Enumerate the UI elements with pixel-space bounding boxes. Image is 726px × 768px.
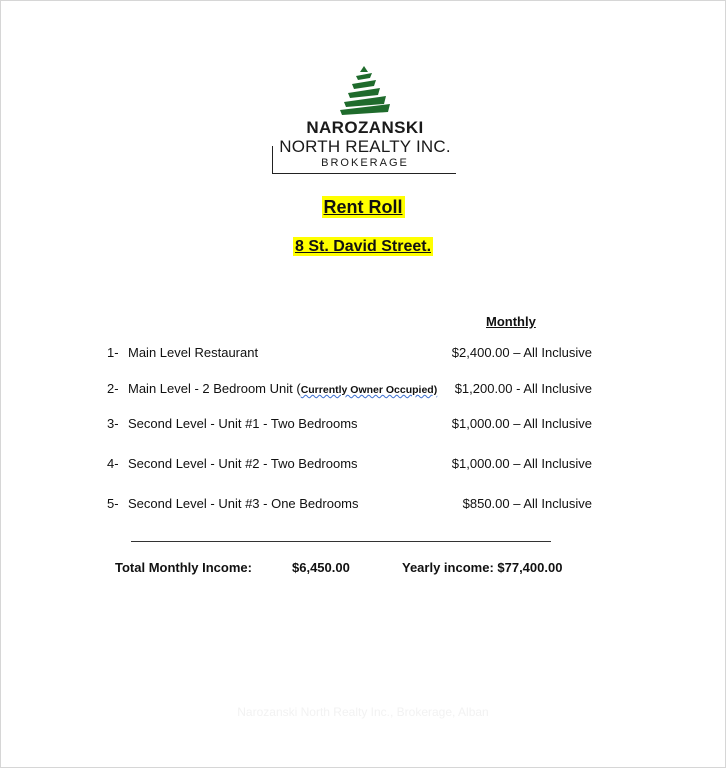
logo-line-1: NAROZANSKI xyxy=(306,118,424,137)
document-title xyxy=(0,197,726,218)
unit-number: 4- xyxy=(107,456,119,471)
logo-line-3: BROKERAGE xyxy=(321,157,409,169)
unit-number: 1- xyxy=(107,345,119,360)
company-logo xyxy=(270,66,460,178)
unit-description: Second Level - Unit #3 - One Bedrooms xyxy=(128,496,359,511)
logo-rule xyxy=(272,173,456,174)
unit-amount: $850.00 – All Inclusive xyxy=(462,496,592,511)
unit-number: 5- xyxy=(107,496,119,511)
monthly-column-header: Monthly xyxy=(486,314,536,329)
pine-tree-icon xyxy=(334,66,394,116)
unit-amount: $1,000.00 – All Inclusive xyxy=(451,416,592,431)
logo-line-2: NORTH REALTY INC. xyxy=(279,137,451,156)
totals-divider xyxy=(131,541,551,542)
unit-amount: $1,000.00 – All Inclusive xyxy=(451,456,592,471)
title-text: Rent Roll xyxy=(323,197,403,217)
unit-amount: $2,400.00 – All Inclusive xyxy=(451,345,592,360)
unit-number: 2- xyxy=(107,381,119,396)
address-text: 8 St. David Street. xyxy=(294,238,432,255)
yearly-income: Yearly income: $77,400.00 xyxy=(402,560,563,575)
unit-description: Second Level - Unit #2 - Two Bedrooms xyxy=(128,456,358,471)
watermark: Narozanski North Realty Inc., Brokerage, Alban xyxy=(237,705,489,719)
unit-amount: $1,200.00 - All Inclusive xyxy=(454,381,592,396)
total-monthly-value: $6,450.00 xyxy=(292,560,350,575)
unit-number: 3- xyxy=(107,416,119,431)
unit-description: Main Level - 2 Bedroom Unit (Currently Owner Occupied) xyxy=(128,381,438,396)
property-address xyxy=(0,238,726,256)
unit-note: Currently Owner Occupied) xyxy=(300,384,438,396)
unit-description: Main Level Restaurant xyxy=(128,345,259,360)
unit-description: Second Level - Unit #1 - Two Bedrooms xyxy=(128,416,358,431)
total-monthly-label: Total Monthly Income: xyxy=(115,560,252,575)
logo-rule-left xyxy=(272,146,273,174)
